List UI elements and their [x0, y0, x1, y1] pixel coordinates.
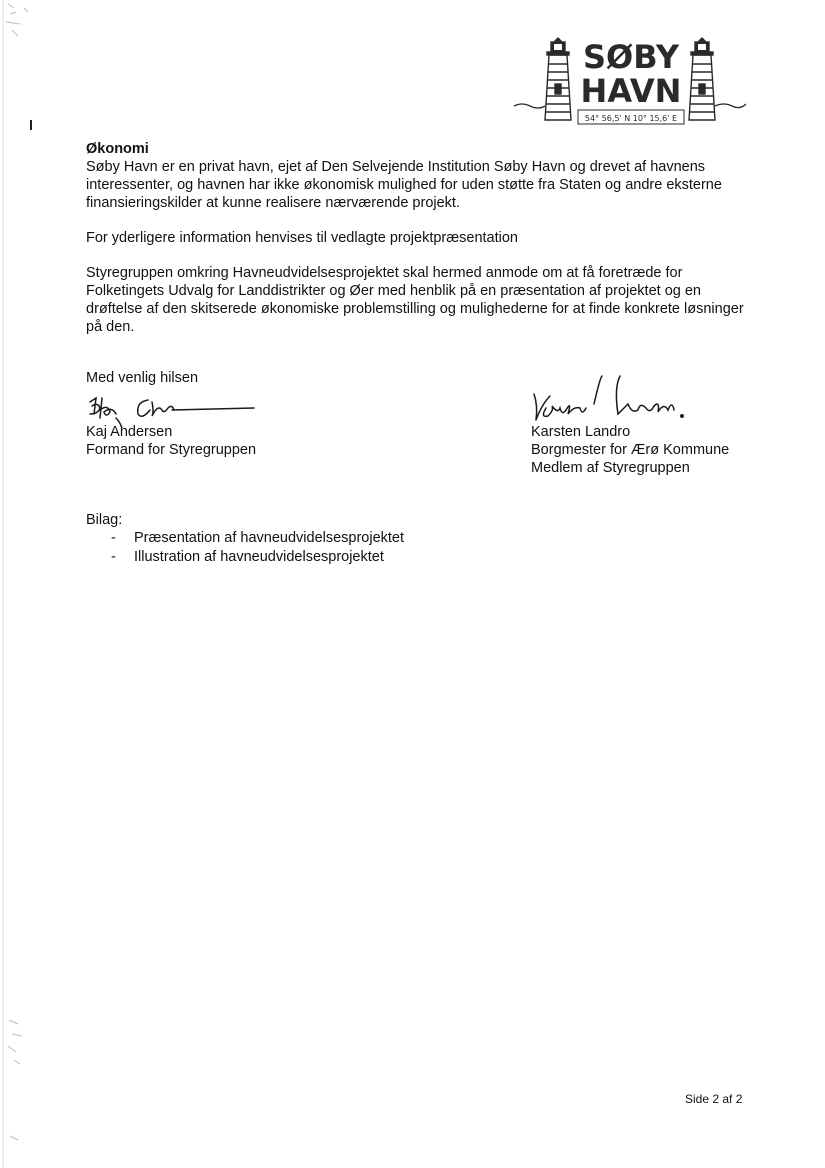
attachments-label: Bilag: [86, 512, 123, 528]
list-dash: - [111, 549, 116, 565]
signer-title: Formand for Styregruppen [86, 442, 257, 458]
section-heading: Økonomi [86, 141, 149, 157]
logo-coordinates: 54° 56,5' N 10° 15,6' E [584, 114, 678, 123]
attachment-title: Præsentation af havneudvidelsesprojektet [134, 530, 405, 546]
paragraph-ownership: Søby Havn er en privat havn, ejet af Den Selvejende Institution Søby Havn og drevet af havnens interessenter, og havnen har ikke økonomisk mulighed for uden støtte fra Staten og andre eksterne finansieringskilder at kunne realisere nærværende projekt. [86, 159, 722, 211]
signer-kaj-andersen [86, 423, 256, 459]
signer-title: Borgmester for Ærø Kommune [531, 442, 730, 458]
list-item [86, 548, 404, 567]
paragraph-information: For yderligere information henvises til vedlagte projektpræsentation [86, 230, 518, 246]
left-lighthouse-icon [545, 38, 571, 120]
signer-role: Medlem af Styregruppen [531, 460, 690, 476]
list-item [86, 529, 404, 548]
page-number: Side 2 af 2 [685, 1092, 743, 1106]
soby-havn-logo [512, 36, 748, 128]
logo-line1: SØBY [582, 38, 680, 76]
signer-karsten-landro [531, 423, 729, 477]
attachments-list [86, 529, 404, 567]
paragraph-request: Styregruppen omkring Havneudvidelsesprojektet skal hermed anmode om at få foretræde for Folketingets Udvalg for Landdistrikter og Øer med henblik på en præsentation af projektet og en drøftelse af den skitserede økonomiske problemstilling og mulighederne for at finde konkrete løsninger på den. [86, 265, 744, 335]
logo-line2: HAVN [580, 72, 682, 110]
signature-karsten-landro [528, 370, 698, 428]
signer-name: Karsten Landro [531, 424, 631, 440]
closing-greeting: Med venlig hilsen [86, 370, 199, 386]
scan-edge-noise [0, 0, 40, 1168]
right-lighthouse-icon [689, 38, 715, 120]
attachment-title: Illustration af havneudvidelsesprojektet [134, 549, 384, 565]
list-dash: - [111, 530, 116, 546]
signer-name: Kaj Andersen [86, 424, 173, 440]
